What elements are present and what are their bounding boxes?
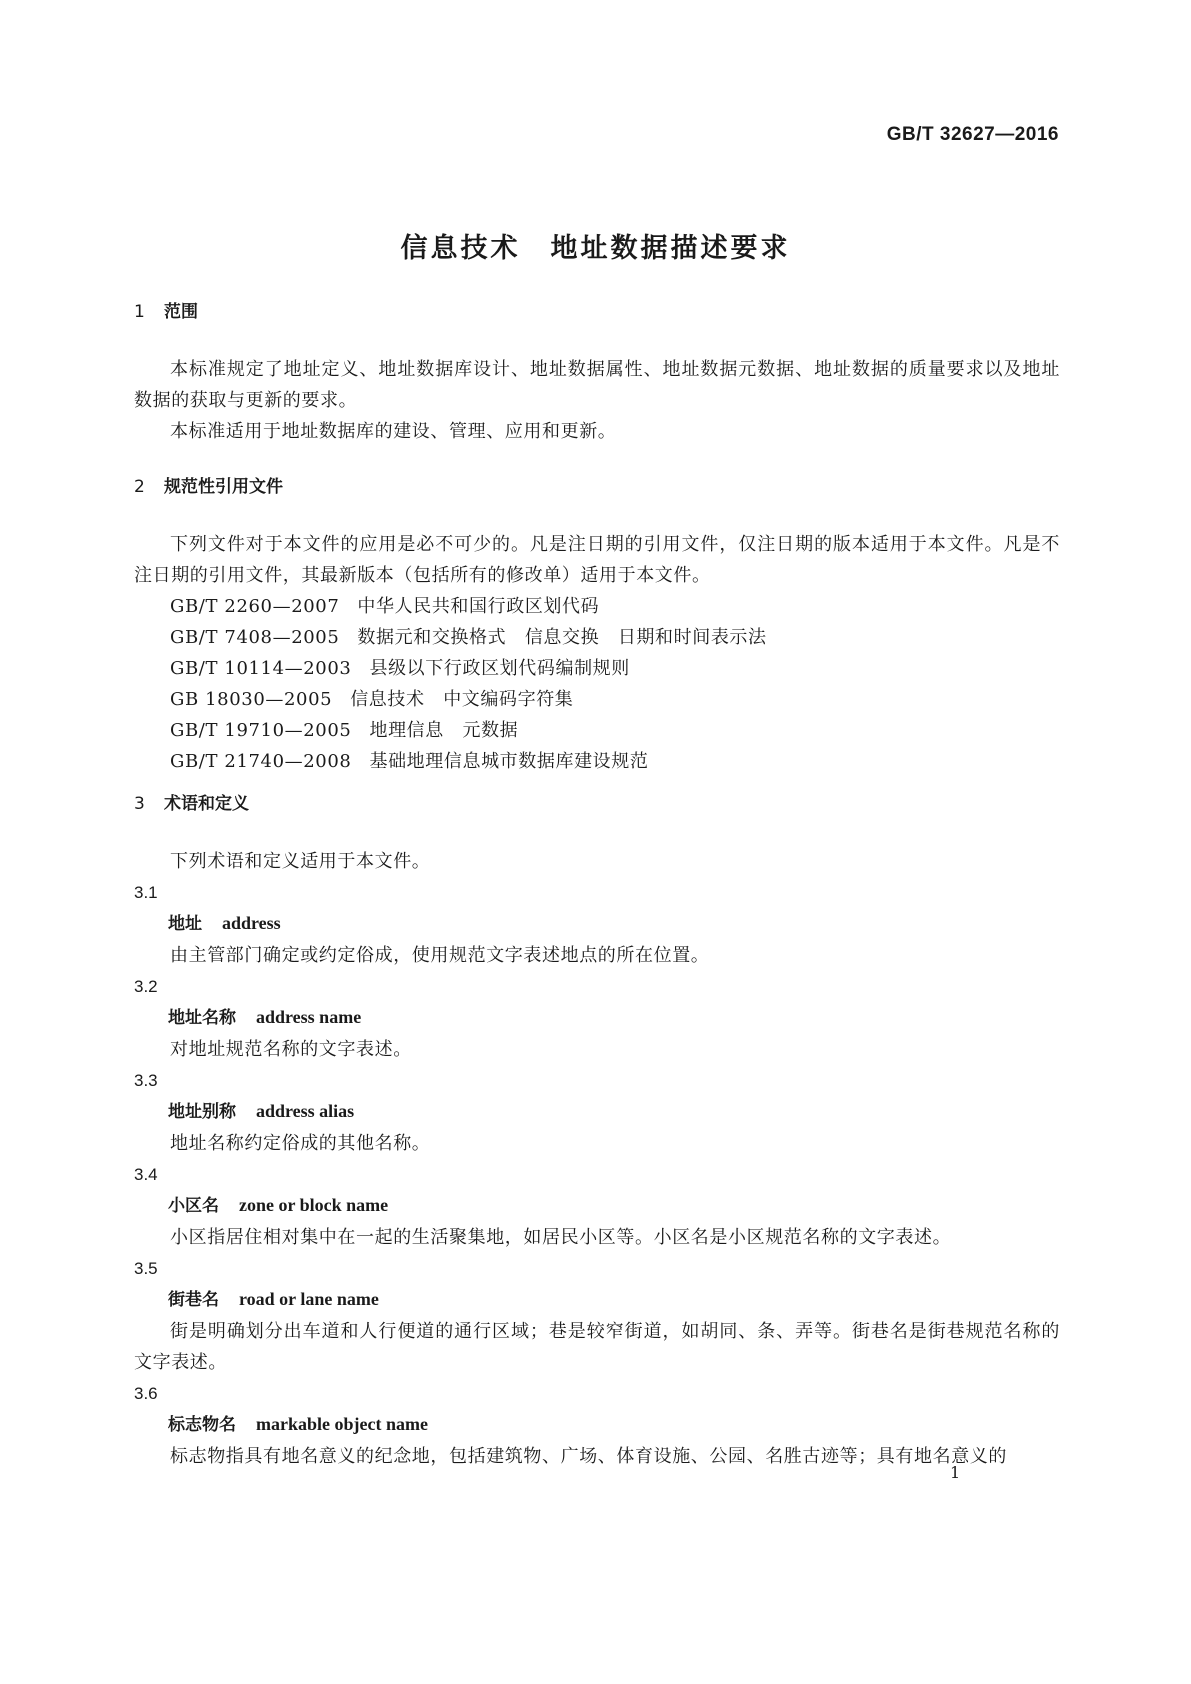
term-definition: 由主管部门确定或约定俗成，使用规范文字表述地点的所在位置。 — [170, 945, 710, 966]
reference-item — [134, 715, 1060, 746]
reference-item — [134, 684, 1060, 715]
reference-title: 地理信息 元数据 — [369, 720, 519, 741]
standard-number: GB/T 32627—2016 — [886, 124, 1059, 145]
term-number: 3.5 — [134, 1259, 158, 1278]
term-heading — [134, 1002, 1060, 1034]
reference-code: GB/T 19710—2005 — [170, 720, 352, 741]
section-number: 3 — [134, 794, 145, 814]
reference-item — [134, 653, 1060, 684]
reference-title: 县级以下行政区划代码编制规则 — [369, 658, 630, 679]
reference-title: 中华人民共和国行政区划代码 — [357, 596, 600, 617]
paragraph: 下列术语和定义适用于本文件。 — [170, 851, 431, 872]
section-title: 范围 — [164, 302, 198, 322]
section-2-body — [134, 529, 1060, 777]
section-3 — [134, 789, 1060, 819]
document-title: 信息技术 地址数据描述要求 — [400, 233, 791, 264]
term-heading — [134, 1190, 1060, 1222]
term-definition: 标志物指具有地名意义的纪念地，包括建筑物、广场、体育设施、公园、名胜古迹等；具有地名意义的 — [170, 1446, 1007, 1467]
term-en: markable object name — [256, 1414, 428, 1434]
term-heading — [134, 908, 1060, 940]
term-en: road or lane name — [239, 1289, 379, 1309]
page-number: 1 — [950, 1463, 961, 1482]
term-en: address — [222, 913, 281, 933]
reference-item — [134, 622, 1060, 653]
term-heading — [134, 1409, 1060, 1441]
term-number: 3.3 — [134, 1071, 158, 1090]
section-title: 规范性引用文件 — [164, 477, 283, 497]
section-heading — [134, 472, 1060, 502]
reference-code: GB/T 10114—2003 — [170, 658, 352, 679]
term-zh: 地址别称 — [168, 1102, 236, 1122]
paragraph: 下列文件对于本文件的应用是必不可少的。凡是注日期的引用文件，仅注日期的版本适用于本文件。凡是不注日期的引用文件，其最新版本（包括所有的修改单）适用于本文件。 — [134, 534, 1060, 586]
reference-item — [134, 746, 1060, 777]
term-heading — [134, 1284, 1060, 1316]
section-3-body — [134, 846, 1060, 1472]
section-title: 术语和定义 — [164, 794, 249, 814]
term-definition: 对地址规范名称的文字表述。 — [170, 1039, 412, 1060]
term-zh: 地址名称 — [168, 1008, 236, 1028]
term-zh: 街巷名 — [168, 1290, 219, 1310]
term-definition: 地址名称约定俗成的其他名称。 — [170, 1133, 431, 1154]
section-heading — [134, 789, 1060, 819]
reference-item — [134, 591, 1060, 622]
reference-code: GB/T 7408—2005 — [170, 627, 340, 648]
paragraph: 本标准规定了地址定义、地址数据库设计、地址数据属性、地址数据元数据、地址数据的质量要求以及地址数据的获取与更新的要求。 — [134, 359, 1060, 411]
reference-code: GB 18030—2005 — [170, 689, 333, 710]
term-zh: 地址 — [168, 914, 202, 934]
term-definition: 小区指居住相对集中在一起的生活聚集地，如居民小区等。小区名是小区规范名称的文字表述。 — [170, 1227, 952, 1248]
term-definition: 街是明确划分出车道和人行便道的通行区域；巷是较窄街道，如胡同、条、弄等。街巷名是街巷规范名称的文字表述。 — [134, 1321, 1060, 1373]
section-number: 2 — [134, 477, 145, 497]
reference-title: 基础地理信息城市数据库建设规范 — [369, 751, 649, 772]
section-2 — [134, 472, 1060, 502]
reference-code: GB/T 21740—2008 — [170, 751, 352, 772]
term-zh: 标志物名 — [168, 1415, 236, 1435]
paragraph: 本标准适用于地址数据库的建设、管理、应用和更新。 — [170, 421, 617, 442]
term-number: 3.6 — [134, 1384, 158, 1403]
section-1-body — [134, 354, 1060, 447]
term-en: address name — [256, 1007, 362, 1027]
term-zh: 小区名 — [168, 1196, 219, 1216]
term-en: zone or block name — [239, 1195, 389, 1215]
reference-title: 信息技术 中文编码字符集 — [350, 689, 574, 710]
section-1 — [134, 297, 1060, 327]
reference-code: GB/T 2260—2007 — [170, 596, 340, 617]
reference-title: 数据元和交换格式 信息交换 日期和时间表示法 — [357, 627, 767, 648]
term-number: 3.4 — [134, 1165, 158, 1184]
term-number: 3.2 — [134, 977, 158, 996]
term-en: address alias — [256, 1101, 355, 1121]
term-heading — [134, 1096, 1060, 1128]
section-heading — [134, 297, 1060, 327]
term-number: 3.1 — [134, 883, 158, 902]
section-number: 1 — [134, 302, 145, 322]
